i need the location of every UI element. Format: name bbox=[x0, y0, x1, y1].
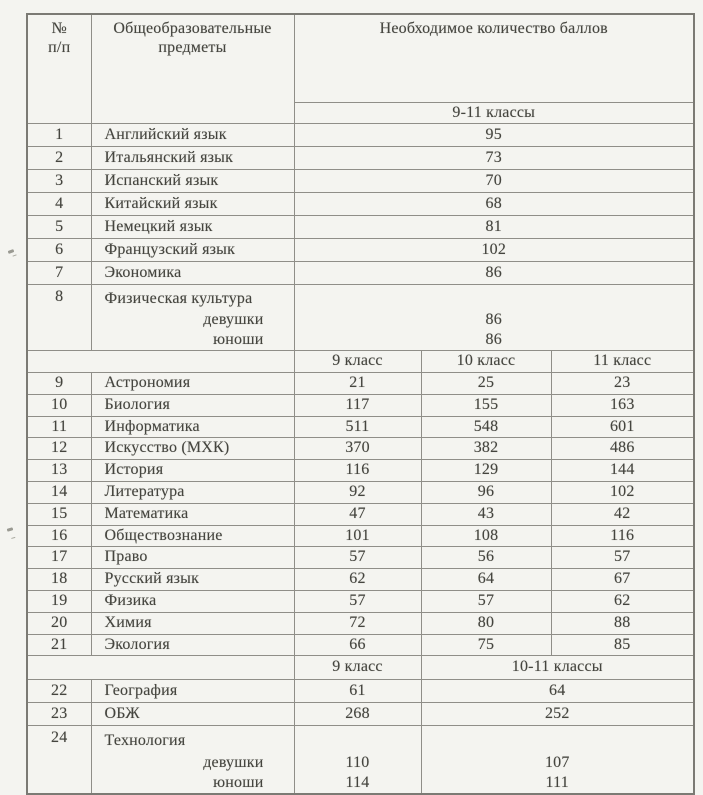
score-grade-10: 57 bbox=[421, 590, 551, 612]
girls-score-10-11: 107 bbox=[544, 753, 570, 771]
subject-name bbox=[91, 285, 294, 351]
table-row bbox=[27, 124, 694, 147]
score-grade-9: 92 bbox=[294, 481, 421, 503]
table-row bbox=[27, 239, 694, 262]
score-grade-11: 116 bbox=[551, 525, 694, 547]
score-grade-9: 62 bbox=[294, 569, 421, 591]
score-value: 102 bbox=[294, 239, 694, 262]
score-value: 95 bbox=[294, 124, 694, 147]
score-value: 70 bbox=[294, 170, 694, 193]
table-row bbox=[27, 703, 694, 726]
score-grade-10: 129 bbox=[421, 460, 551, 482]
score-grade-9: 66 bbox=[294, 634, 421, 656]
spacer bbox=[295, 288, 694, 310]
subject-name-label: Физическая культура bbox=[104, 289, 253, 307]
score-cell bbox=[294, 285, 694, 351]
subject-name: Обществознание bbox=[91, 525, 294, 547]
subject-name: Итальянский язык bbox=[91, 147, 294, 170]
score-grade-11: 23 bbox=[551, 373, 694, 395]
subject-name: Испанский язык bbox=[91, 170, 294, 193]
table-row bbox=[27, 460, 694, 482]
table-row bbox=[27, 262, 694, 285]
table-row bbox=[27, 193, 694, 216]
score-value: 81 bbox=[294, 216, 694, 239]
score-grade-10: 548 bbox=[421, 416, 551, 438]
score-grades-10-11: 252 bbox=[421, 703, 694, 726]
row-number: 3 bbox=[27, 170, 91, 193]
boys-score-9: 114 bbox=[345, 773, 370, 791]
score-grade-11: 102 bbox=[551, 481, 694, 503]
row-number: 13 bbox=[27, 460, 91, 482]
score-grades-10-11-cell bbox=[421, 726, 694, 795]
row-number: 16 bbox=[27, 525, 91, 547]
row-number: 8 bbox=[27, 285, 91, 351]
subject-name: ОБЖ bbox=[91, 703, 294, 726]
score-grade-11: 144 bbox=[551, 460, 694, 482]
table-row bbox=[27, 569, 694, 591]
grade-header-row bbox=[27, 351, 694, 373]
row-number: 18 bbox=[27, 569, 91, 591]
header-grades-9-11-cell: 9-11 классы bbox=[294, 103, 694, 124]
subject-name: Право bbox=[91, 547, 294, 569]
score-value: 68 bbox=[294, 193, 694, 216]
subject-name: География bbox=[91, 680, 294, 703]
score-grade-9: 72 bbox=[294, 612, 421, 634]
score-grade-9: 57 bbox=[294, 547, 421, 569]
empty-cell bbox=[27, 656, 294, 680]
row-number: 4 bbox=[27, 193, 91, 216]
table-row bbox=[27, 525, 694, 547]
girls-score-9: 110 bbox=[345, 753, 370, 771]
subject-name: Китайский язык bbox=[91, 193, 294, 216]
spacer bbox=[295, 729, 421, 753]
subject-name: История bbox=[91, 460, 294, 482]
table-row bbox=[27, 438, 694, 460]
score-grade-9: 268 bbox=[294, 703, 421, 726]
score-grade-10: 155 bbox=[421, 394, 551, 416]
table-row bbox=[27, 680, 694, 703]
header-subjects-cell bbox=[91, 14, 294, 124]
score-grade-11: 486 bbox=[551, 438, 694, 460]
row-number: 21 bbox=[27, 634, 91, 656]
subject-name: Экономика bbox=[91, 262, 294, 285]
row-number: 20 bbox=[27, 612, 91, 634]
score-grade-11: 88 bbox=[551, 612, 694, 634]
score-grade-10: 56 bbox=[421, 547, 551, 569]
subject-name: Информатика bbox=[91, 416, 294, 438]
table-row bbox=[27, 547, 694, 569]
table-row bbox=[27, 416, 694, 438]
grade-header-row-bottom bbox=[27, 656, 694, 680]
row-number: 10 bbox=[27, 394, 91, 416]
boys-label: юноши bbox=[213, 773, 264, 791]
row-number: 1 bbox=[27, 124, 91, 147]
table-row bbox=[27, 170, 694, 193]
score-grade-9: 117 bbox=[294, 394, 421, 416]
subject-name: Астрономия bbox=[91, 373, 294, 395]
subject-name-label: Технология bbox=[104, 731, 186, 749]
table-row bbox=[27, 481, 694, 503]
table-row bbox=[27, 373, 694, 395]
row-number: 22 bbox=[27, 680, 91, 703]
score-value: 73 bbox=[294, 147, 694, 170]
table-row bbox=[27, 503, 694, 525]
header-number-cell bbox=[27, 14, 91, 124]
subject-name: Искусство (МХК) bbox=[91, 438, 294, 460]
score-grade-9: 116 bbox=[294, 460, 421, 482]
score-grade-11: 85 bbox=[551, 634, 694, 656]
boys-score-10-11: 111 bbox=[545, 773, 569, 791]
score-grade-10: 382 bbox=[421, 438, 551, 460]
table-row bbox=[27, 590, 694, 612]
score-grade-10: 80 bbox=[421, 612, 551, 634]
subject-name: Русский язык bbox=[91, 569, 294, 591]
score-grade-9: 101 bbox=[294, 525, 421, 547]
subject-name: Английский язык bbox=[91, 124, 294, 147]
subject-name: Немецкий язык bbox=[91, 216, 294, 239]
row-number: 24 bbox=[27, 726, 91, 795]
score-grade-10: 108 bbox=[421, 525, 551, 547]
score-grade-10: 75 bbox=[421, 634, 551, 656]
grade-10-header: 10 класс bbox=[421, 351, 551, 373]
score-grade-9: 370 bbox=[294, 438, 421, 460]
score-grade-11: 67 bbox=[551, 569, 694, 591]
table-row bbox=[27, 634, 694, 656]
row-number: 19 bbox=[27, 590, 91, 612]
score-grades-10-11: 64 bbox=[421, 680, 694, 703]
table-row bbox=[27, 147, 694, 170]
score-grade-10: 43 bbox=[421, 503, 551, 525]
row-number: 2 bbox=[27, 147, 91, 170]
score-grade-11: 57 bbox=[551, 547, 694, 569]
score-grade-11: 163 bbox=[551, 394, 694, 416]
empty-cell bbox=[27, 351, 294, 373]
grade-9-header: 9 класс bbox=[294, 351, 421, 373]
score-grade-11: 42 bbox=[551, 503, 694, 525]
row-number: 9 bbox=[27, 373, 91, 395]
subject-name: Физика bbox=[91, 590, 294, 612]
score-grade-9: 61 bbox=[294, 680, 421, 703]
score-grade-11: 62 bbox=[551, 590, 694, 612]
spacer bbox=[422, 729, 694, 753]
subject-name: Литература bbox=[91, 481, 294, 503]
girls-label: девушки bbox=[203, 310, 264, 328]
header-subjects-label: Общеобразовательные предметы bbox=[113, 20, 272, 56]
row-number: 7 bbox=[27, 262, 91, 285]
subject-name bbox=[91, 726, 294, 795]
header-row bbox=[27, 14, 694, 103]
physical-education-row bbox=[27, 285, 694, 351]
score-grade-9: 47 bbox=[294, 503, 421, 525]
subject-name: Биология bbox=[91, 394, 294, 416]
subject-name: Математика bbox=[91, 503, 294, 525]
row-number: 14 bbox=[27, 481, 91, 503]
boys-label: юноши bbox=[213, 330, 264, 348]
boys-score: 86 bbox=[485, 330, 502, 348]
table-row bbox=[27, 612, 694, 634]
scan-artifact bbox=[8, 249, 15, 254]
grade-9-header: 9 класс bbox=[294, 656, 421, 680]
scores-table bbox=[26, 13, 695, 795]
subject-name: Экология bbox=[91, 634, 294, 656]
score-grade-9: 21 bbox=[294, 373, 421, 395]
scan-artifact bbox=[7, 527, 14, 531]
table-row bbox=[27, 216, 694, 239]
row-number: 11 bbox=[27, 416, 91, 438]
score-grade-9: 57 bbox=[294, 590, 421, 612]
row-number: 6 bbox=[27, 239, 91, 262]
technology-row bbox=[27, 726, 694, 795]
score-grade-11: 601 bbox=[551, 416, 694, 438]
score-value: 86 bbox=[294, 262, 694, 285]
row-number: 12 bbox=[27, 438, 91, 460]
score-grade-10: 25 bbox=[421, 373, 551, 395]
row-number: 17 bbox=[27, 547, 91, 569]
table-row bbox=[27, 394, 694, 416]
header-number-label: № bbox=[51, 20, 67, 37]
header-points-cell: Необходимое количество баллов bbox=[294, 14, 694, 103]
header-number-label-2: п/п bbox=[48, 38, 71, 56]
row-number: 5 bbox=[27, 216, 91, 239]
score-grade-9: 511 bbox=[294, 416, 421, 438]
score-grade-9-cell bbox=[294, 726, 421, 795]
girls-score: 86 bbox=[485, 310, 502, 328]
subject-name: Химия bbox=[91, 612, 294, 634]
grades-10-11-header: 10-11 классы bbox=[421, 656, 694, 680]
row-number: 23 bbox=[27, 703, 91, 726]
subject-name: Французский язык bbox=[91, 239, 294, 262]
score-grade-10: 96 bbox=[421, 481, 551, 503]
score-grade-10: 64 bbox=[421, 569, 551, 591]
girls-label: девушки bbox=[203, 753, 264, 771]
grade-11-header: 11 класс bbox=[551, 351, 694, 373]
row-number: 15 bbox=[27, 503, 91, 525]
